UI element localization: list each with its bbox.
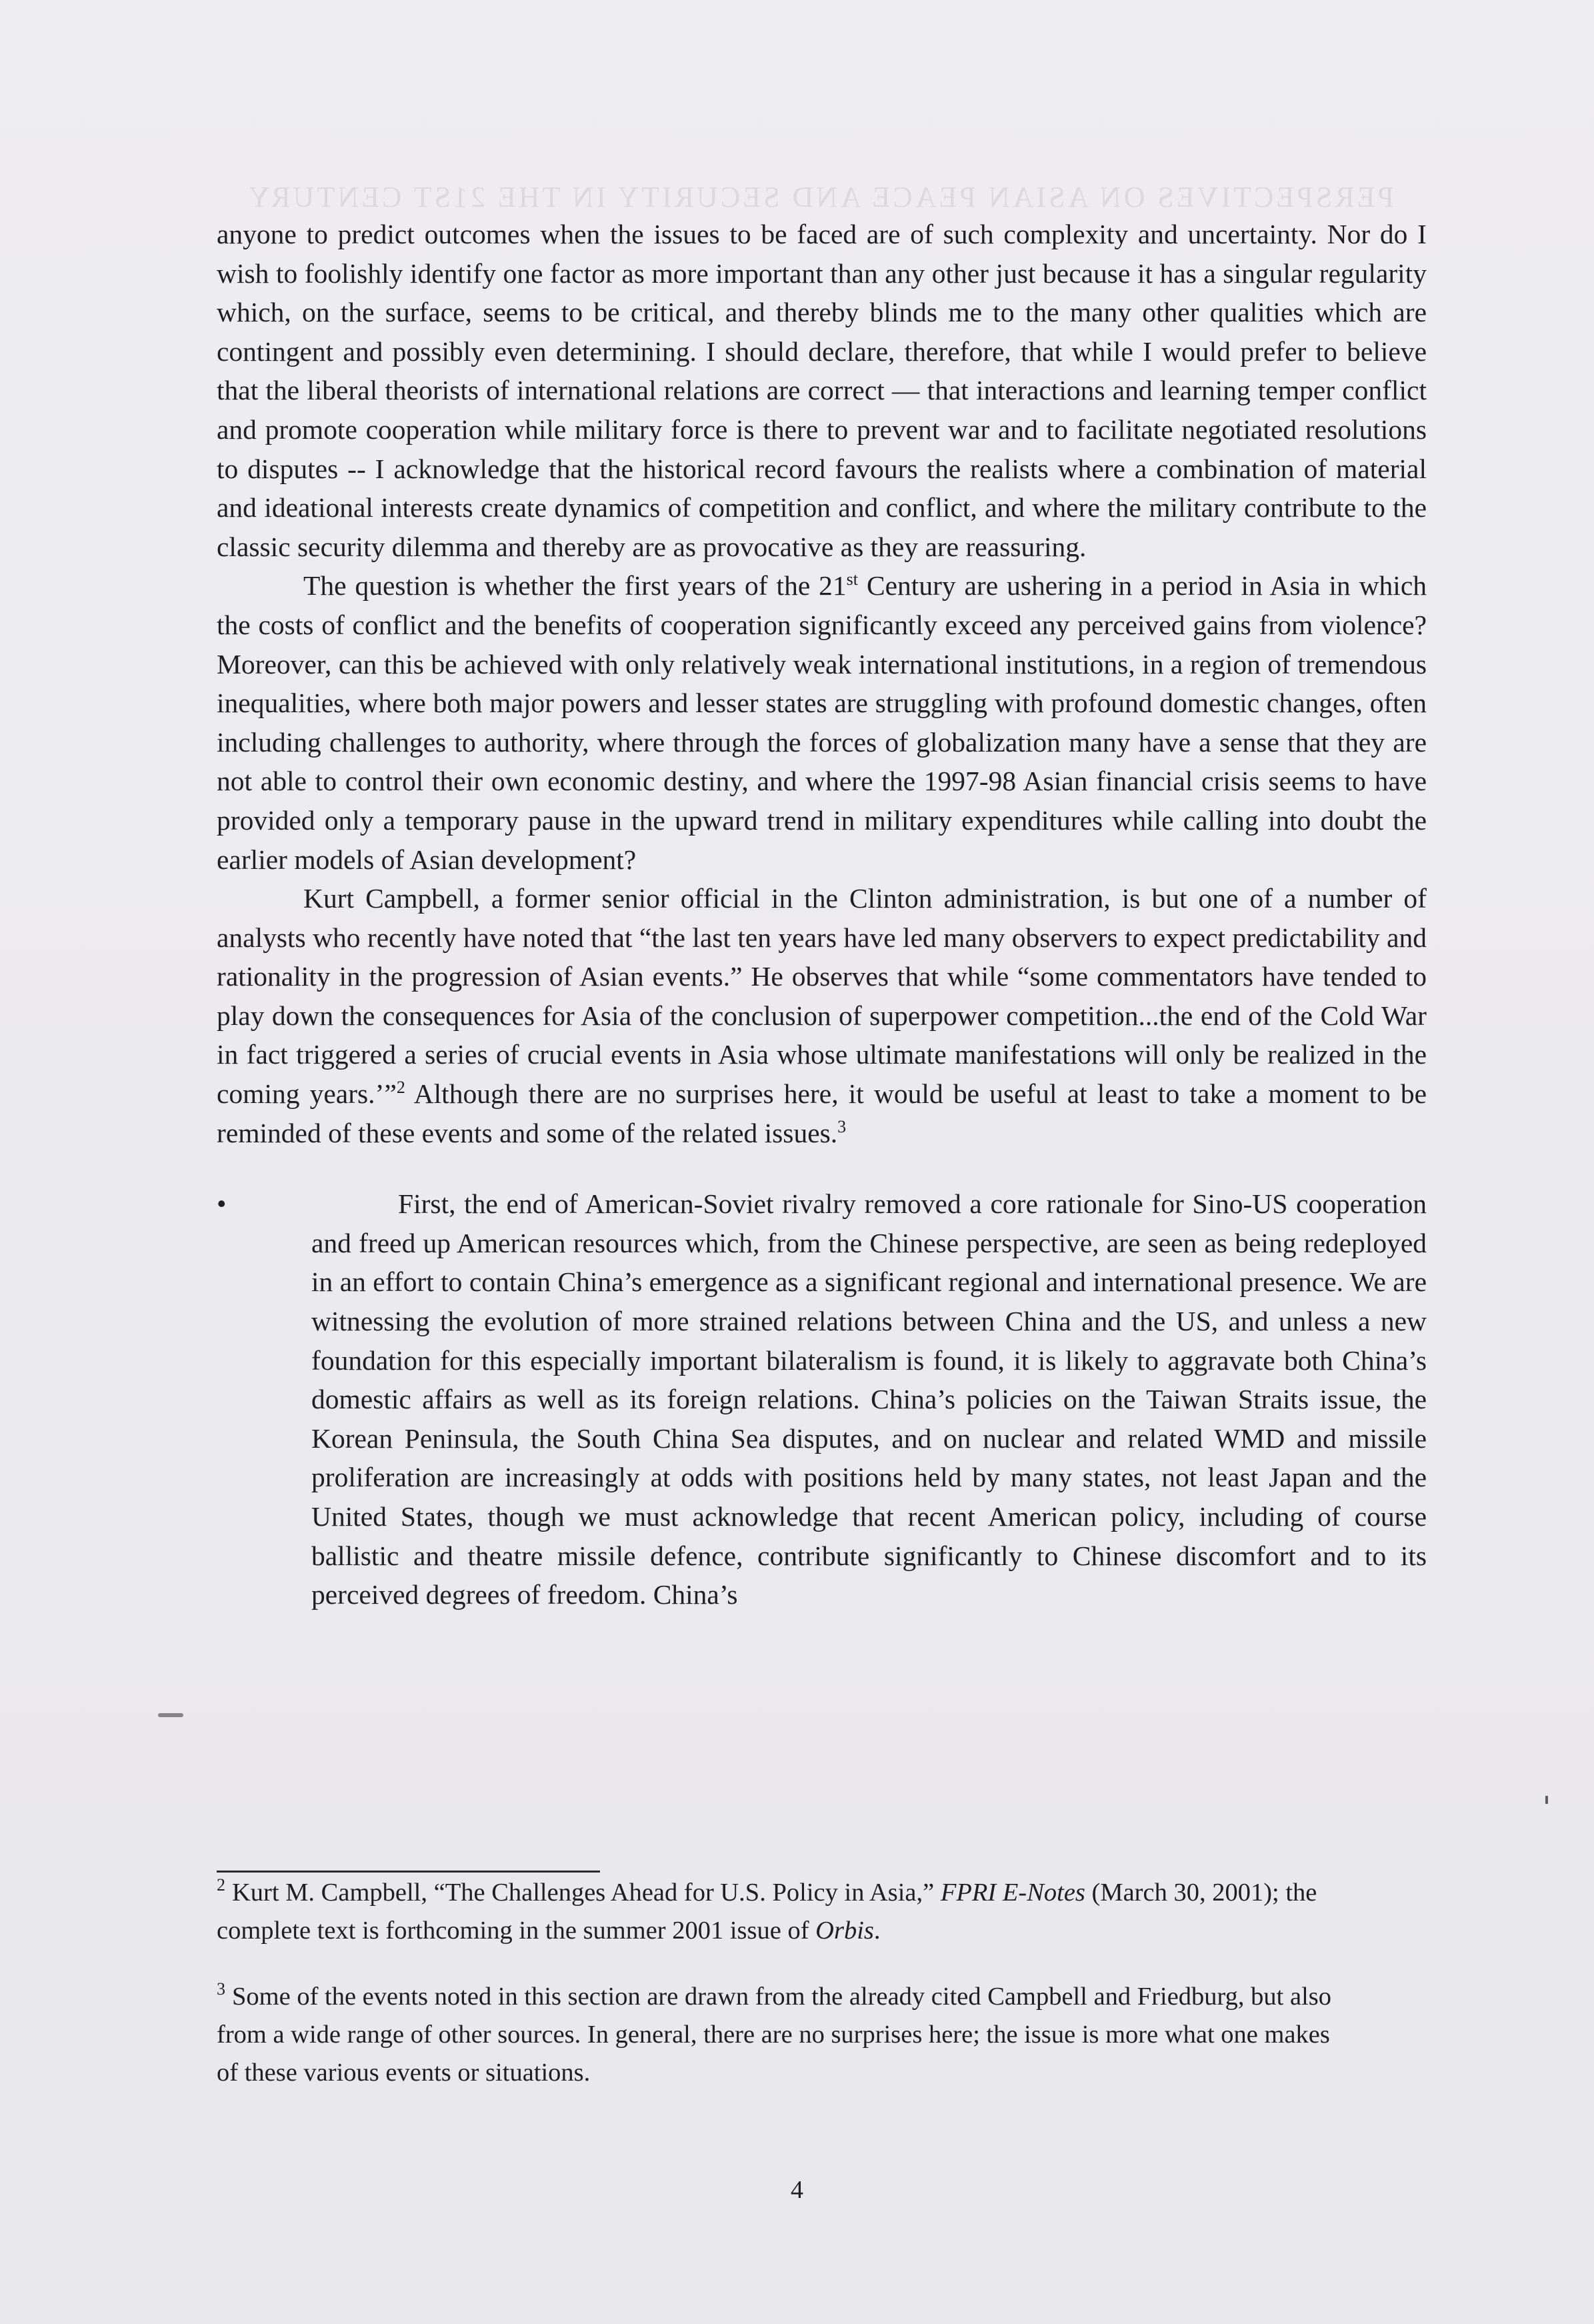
- paragraph-3: Kurt Campbell, a former senior official in the Clinton administration, is but one of a number of analysts who recently have noted that “the last ten years have led many observers to expect predictability and rationality in the progression of Asian events.” He observes that while “some commentators have tended to play down the consequences for Asia of the conclusion of superpower competition...the end of the Cold War in fact triggered a series of crucial events in Asia whose ultimate manifestations will only be realized in the coming years.’”$^2$ Although there are no surprises here, it would be useful at least to take a moment to be reminded of these events and some of the related issues.$^3$: [217, 883, 1427, 1148]
- footnote-3: $^3$ Some of the events noted in this section are drawn from the already cited Campbell and Friedburg, but also from a wide range of other sources. In general, there are no surprises here; the issue is more what one makes of these various events or situations.: [217, 1979, 1332, 2087]
- bullet-text: First, the end of American-Soviet rivalry removed a core rationale for Sino-US cooperation and freed up American resources which, from the Chinese perspective, are seen as being redeployed in an effort to contain China’s emergence as a significant regional and international presence. We are witnessing the evolution of more strained relations between China and the US, and unless a new foundation for this especially important bilateralism is found, it is likely to aggravate both China’s domestic affairs as well as its foreign relations. China’s policies on the Taiwan Straits issue, the Korean Peninsula, the South China Sea disputes, and on nuclear and related WMD and missile proliferation are increasingly at odds with positions held by many states, not least Japan and the United States, though we must acknowledge that recent American policy, including of course ballistic and theatre missile defence, contribute significantly to Chinese discomfort and to its perceived degrees of freedom. China’s: [311, 1188, 1427, 1610]
- bullet-icon: •: [217, 1188, 227, 1220]
- paragraph-1: anyone to predict outcomes when the issues to be faced are of such complexity and uncertainty. Nor do I wish to foolishly identify one factor as more important than any other just because it has a singular regularity which, on the surface, seems to be critical, and thereby blinds me to the many other qualities which are contingent and possibly even determining. I should declare, therefore, that while I would prefer to believe that the liberal theorists of international relations are correct — that interactions and learning temper conflict and promote cooperation while military force is there to prevent war and to facilitate negotiated resolutions to disputes -- I acknowledge that the historical record favours the realists where a combination of material and ideational interests create dynamics of competition and conflict, and where the military contribute to the classic security dilemma and thereby are as provocative as they are reassuring.: [217, 219, 1427, 562]
- body-text: [217, 215, 1427, 1614]
- footnote-ref-2: 2: [396, 1078, 405, 1098]
- bleed-through-heading: PERSPECTIVES ON ASIAN PEACE AND SECURITY IN THE 21ST CENTURY: [246, 181, 1394, 213]
- footnote-ref-3: 3: [837, 1116, 847, 1136]
- footnote-2: $^2$ Kurt M. Campbell, “The Challenges Ahead for U.S. Policy in Asia,” FPRI E-Notes (March 30, 2001); the complete text is forthcoming in the summer 2001 issue of Orbis.: [217, 1875, 1317, 1945]
- footnotes: [217, 1874, 1350, 2120]
- page-number: 4: [791, 2176, 803, 2204]
- footnote-number: 2: [217, 1875, 225, 1895]
- footnote-number: 3: [217, 1979, 225, 1999]
- footnote-separator: [217, 1871, 600, 1873]
- stray-mark: [1545, 1796, 1548, 1804]
- superscript-st: st: [846, 569, 859, 590]
- bullet-item: [217, 1184, 1427, 1614]
- pen-mark: [158, 1713, 183, 1717]
- paragraph-2: The question is whether the first years of the 21st Century are ushering in a period in Asia in which the costs of conflict and the benefits of cooperation significantly exceed any perceived gains from violence? Moreover, can this be achieved with only relatively weak international institutions, in a region of tremendous inequalities, where both major powers and lesser states are struggling with profound domestic changes, often including challenges to authority, where through the forces of globalization many have a sense that they are not able to control their own economic destiny, and where the 1997-98 Asian financial crisis seems to have provided only a temporary pause in the upward trend in military expenditures while calling into doubt the earlier models of Asian development?: [217, 569, 1427, 875]
